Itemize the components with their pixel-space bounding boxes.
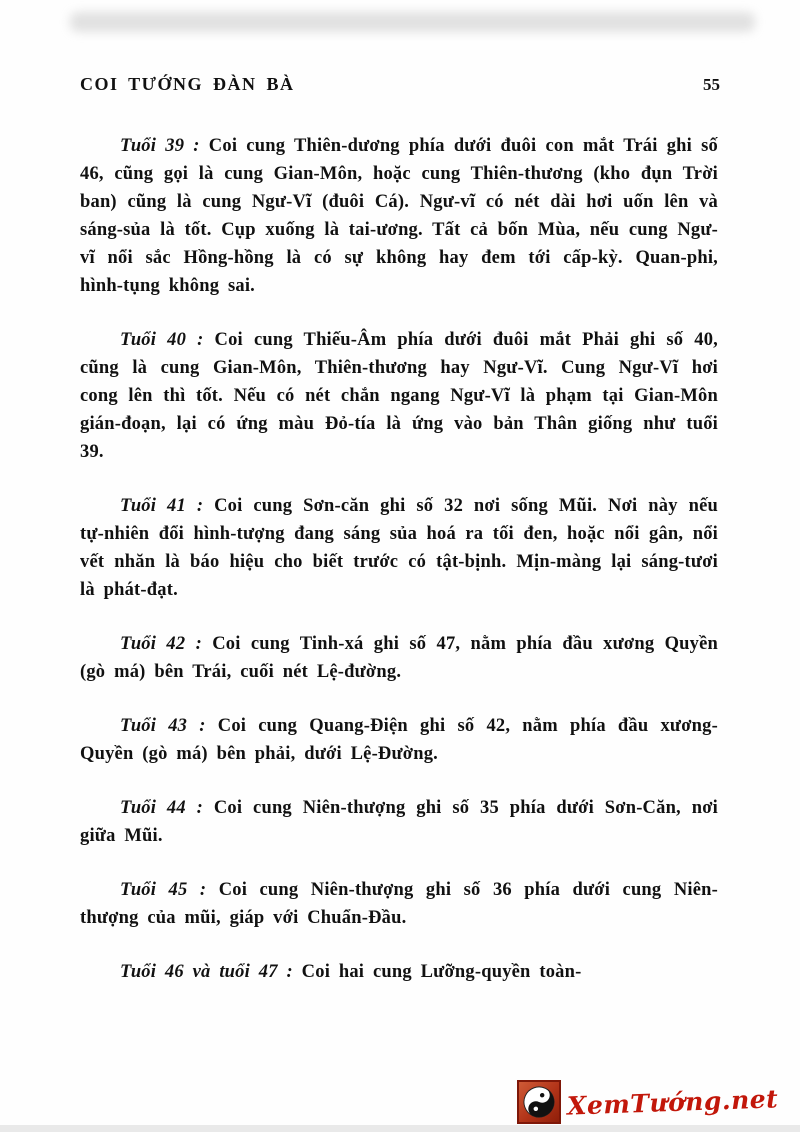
paragraph	[80, 712, 718, 768]
scan-edge-artifact	[0, 1125, 800, 1132]
running-title: COI TƯỚNG ĐÀN BÀ	[80, 74, 295, 94]
paragraph	[80, 958, 718, 986]
paragraph	[80, 876, 718, 932]
paragraph-text: Coi cung Thiếu-Âm phía dưới đuôi mắt Phải ghi số 40, cũng là cung Gian-Môn, Thiên-thương hay Ngư-Vĩ. Cung Ngư-Vĩ hơi cong lên thì tốt. Nếu có nét chắn ngang Ngư-Vĩ là phạm tại Gian-Môn gián-đoạn, lại có ứng màu Đỏ-tía là ứng vào bản Thân giống như tuổi 39.	[80, 330, 718, 462]
paragraph	[80, 132, 718, 300]
page-header	[80, 74, 720, 95]
paragraph-label: Tuổi 41 :	[120, 496, 204, 516]
paragraph	[80, 326, 718, 466]
yin-yang-icon	[517, 1080, 561, 1124]
paragraph-text: Coi hai cung Lưỡng-quyền toàn-	[292, 962, 582, 982]
page-number: 55	[703, 75, 720, 94]
paragraph	[80, 630, 718, 686]
paragraph-text: Coi cung Tinh-xá ghi số 47, nằm phía đầu xương Quyền (gò má) bên Trái, cuối nét Lệ-đường.	[80, 634, 718, 682]
paragraph-text: Coi cung Sơn-căn ghi số 32 nơi sống Mũi. Nơi này nếu tự-nhiên đổi hình-tượng đang sáng sủa hoá ra tối đen, hoặc nổi gân, nổi vết nhăn là báo hiệu cho biết trước có tật-bịnh. Mịn-màng lại sáng-tươi là phát-đạt.	[80, 496, 718, 600]
paragraph-text: Coi cung Thiên-dương phía dưới đuôi con mắt Trái ghi số 46, cũng gọi là cung Gian-Môn, hoặc cung Thiên-thương (kho đụn Trời ban) cũng là cung Ngư-Vĩ (đuôi Cá). Ngư-vĩ có nét dài hơi uốn lên và sáng-sủa là tốt. Cụp xuống là tai-ương. Tất cả bốn Mùa, nếu cung Ngư-vĩ nổi sắc Hồng-hồng là có sự không hay đem tới cấp-kỳ. Quan-phi, hình-tụng không sai.	[80, 136, 718, 296]
paragraph-label: Tuổi 44 :	[120, 798, 204, 818]
paragraph-text: Coi cung Quang-Điện ghi số 42, nằm phía đầu xương-Quyền (gò má) bên phải, dưới Lệ-Đường.	[80, 716, 718, 764]
paragraph-text: Coi cung Niên-thượng ghi số 35 phía dưới Sơn-Căn, nơi giữa Mũi.	[80, 798, 718, 846]
watermark	[517, 1080, 778, 1124]
paragraph-label: Tuổi 39 :	[120, 136, 200, 156]
paragraph	[80, 492, 718, 604]
watermark-text: XemTướng.net	[566, 1083, 779, 1121]
paragraph	[80, 794, 718, 850]
paragraphs	[80, 132, 718, 1012]
paragraph-label: Tuổi 43 :	[120, 716, 206, 736]
paragraph-label: Tuổi 45 :	[120, 880, 207, 900]
scan-bleed-artifact	[70, 12, 755, 32]
paragraph-label: Tuổi 40 :	[120, 330, 204, 350]
paragraph-label: Tuổi 46 và tuổi 47 :	[120, 962, 293, 982]
paragraph-text: Coi cung Niên-thượng ghi số 36 phía dưới cung Niên-thượng của mũi, giáp với Chuẩn-Đầu.	[80, 880, 718, 928]
paragraph-label: Tuổi 42 :	[120, 634, 202, 654]
